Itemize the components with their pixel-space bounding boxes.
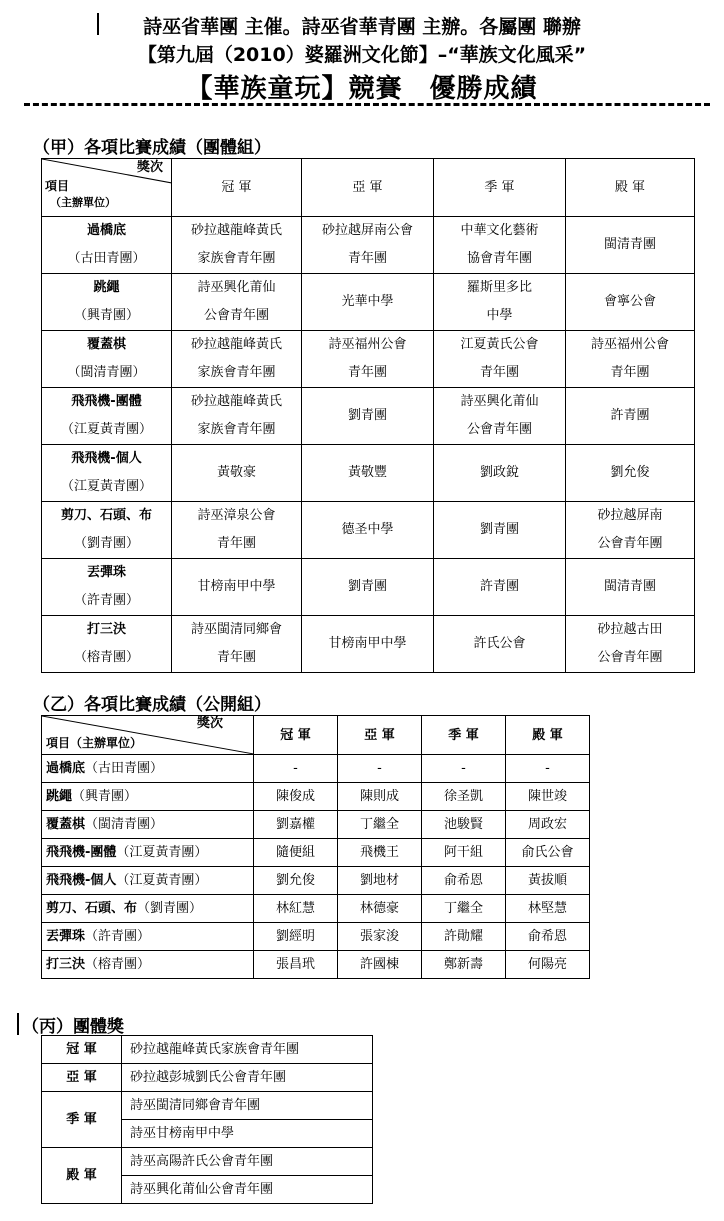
result-cell: 俞希恩: [422, 867, 506, 895]
item-name: 飛飛機-團體: [71, 394, 142, 409]
result-cell: 黃拔順: [506, 867, 590, 895]
result-line: 詩巫興化莆仙: [460, 394, 539, 409]
table-row: [42, 867, 590, 895]
result-cell: 周政宏: [506, 811, 590, 839]
result-cell: 劉經明: [254, 923, 338, 951]
table-row: [42, 274, 695, 331]
item-name: 剪刀、石頭、布: [60, 508, 152, 523]
item-host: （江夏黃青團）: [116, 873, 208, 888]
column-header: 季 軍: [422, 716, 506, 755]
table-header-row: [42, 159, 695, 217]
table-row: [42, 502, 695, 559]
item-name: 跳繩: [46, 789, 73, 804]
result-cell: [302, 217, 434, 274]
table-row: [42, 783, 590, 811]
result-cell: [566, 217, 695, 274]
item-name: 剪刀、石頭、布: [46, 901, 138, 916]
team-name-cell: 詩巫閩清同鄉會青年團: [122, 1092, 373, 1120]
page-title: 【華族童玩】競賽 優勝成績: [186, 74, 538, 104]
table-row: [42, 1092, 373, 1120]
item-name: 跳繩: [93, 280, 120, 295]
result-cell: [302, 445, 434, 502]
result-cell: -: [254, 755, 338, 783]
item-host: （興青團）: [72, 789, 138, 804]
item-host: （江夏黃青團）: [116, 845, 208, 860]
result-line: 劉政銳: [479, 465, 519, 480]
item-host: （劉青團）: [137, 901, 203, 916]
result-line: 青年團: [216, 650, 256, 665]
result-cell: [566, 331, 695, 388]
award-cell: 季 軍: [42, 1092, 122, 1148]
result-cell: [172, 559, 302, 616]
team-name-cell: 詩巫高陽許氏公會青年團: [122, 1148, 373, 1176]
result-cell: [172, 217, 302, 274]
award-cell: 冠 軍: [42, 1036, 122, 1064]
result-cell: 陳俊成: [254, 783, 338, 811]
result-line: 黃敬豐: [347, 465, 387, 480]
item-name: 覆蓋棋: [86, 337, 126, 352]
result-cell: 隨便組: [254, 839, 338, 867]
result-cell: 林紅慧: [254, 895, 338, 923]
result-line: 劉青團: [347, 579, 387, 594]
result-cell: [172, 388, 302, 445]
item-host: （閩清青團）: [67, 365, 146, 380]
result-cell: 鄭新壽: [422, 951, 506, 979]
item-host: （榕青團）: [73, 650, 139, 665]
column-header: 殿 軍: [506, 716, 590, 755]
result-line: 羅斯里多比: [466, 280, 532, 295]
table-row: [42, 559, 695, 616]
result-line: 青年團: [347, 251, 387, 266]
table-team-awards: [41, 1035, 373, 1204]
result-line: 光華中學: [341, 294, 394, 309]
corner-item-label: 項目: [45, 179, 70, 193]
result-line: 家族會青年團: [197, 422, 276, 437]
result-line: 劉青團: [347, 408, 387, 423]
item-cell: [42, 783, 254, 811]
table-row: [42, 951, 590, 979]
result-cell: [302, 274, 434, 331]
result-line: 公會青年團: [203, 308, 269, 323]
result-cell: 林德豪: [338, 895, 422, 923]
corner-award-label: 獎次: [136, 160, 163, 175]
team-name-cell: 詩巫興化莆仙公會青年團: [122, 1176, 373, 1204]
table-row: [42, 1148, 373, 1176]
result-line: 中華文化藝術: [460, 223, 539, 238]
result-cell: 許國棟: [338, 951, 422, 979]
result-line: 家族會青年團: [197, 251, 276, 266]
result-cell: [566, 616, 695, 673]
result-cell: [434, 616, 566, 673]
result-line: 詩巫興化莆仙: [197, 280, 276, 295]
result-cell: [172, 445, 302, 502]
result-cell: 何陽亮: [506, 951, 590, 979]
item-cell: [42, 388, 172, 445]
item-host: （劉青團）: [73, 536, 139, 551]
result-line: 江夏黃氏公會: [460, 337, 539, 352]
result-cell: 俞氏公會: [506, 839, 590, 867]
result-cell: 俞希恩: [506, 923, 590, 951]
result-line: 許青團: [610, 408, 650, 423]
result-line: 德圣中學: [341, 522, 394, 537]
result-cell: 陳則成: [338, 783, 422, 811]
result-cell: [172, 274, 302, 331]
result-line: 甘榜南甲中學: [328, 636, 407, 651]
corner-header-cell: [42, 159, 172, 217]
result-cell: [434, 559, 566, 616]
result-cell: 徐圣凱: [422, 783, 506, 811]
result-line: 許氏公會: [473, 636, 526, 651]
result-line: 詩巫閩清同鄉會: [190, 622, 282, 637]
result-cell: [302, 502, 434, 559]
item-cell: [42, 755, 254, 783]
item-cell: [42, 331, 172, 388]
result-line: 青年團: [347, 365, 387, 380]
column-header: 冠 軍: [172, 159, 302, 217]
award-cell: 亞 軍: [42, 1064, 122, 1092]
result-cell: [172, 616, 302, 673]
result-cell: [434, 331, 566, 388]
team-name-cell: 砂拉越彭城劉氏公會青年團: [122, 1064, 373, 1092]
result-cell: [434, 388, 566, 445]
result-line: 協會青年團: [466, 251, 532, 266]
award-cell: 殿 軍: [42, 1148, 122, 1204]
team-name-cell: 詩巫甘榜南甲中學: [122, 1120, 373, 1148]
result-line: 黃敬豪: [216, 465, 256, 480]
table-row: [42, 811, 590, 839]
corner-host-label: （主辦單位）: [50, 196, 116, 209]
result-line: 砂拉越龍峰黃氏: [190, 394, 282, 409]
result-cell: [434, 217, 566, 274]
result-cell: 飛機王: [338, 839, 422, 867]
corner-header-cell: [42, 716, 254, 755]
table-row: [42, 217, 695, 274]
item-name: 飛飛機-個人: [46, 873, 117, 888]
result-line: 詩巫漳泉公會: [197, 508, 276, 523]
result-line: 砂拉越屏南公會: [321, 223, 413, 238]
result-cell: [566, 502, 695, 559]
result-cell: [172, 502, 302, 559]
result-cell: 林堅慧: [506, 895, 590, 923]
result-line: 公會青年團: [597, 536, 663, 551]
item-cell: [42, 867, 254, 895]
item-cell: [42, 951, 254, 979]
result-line: 閩清青團: [603, 237, 656, 252]
corner-item-label: 項目（主辦單位）: [46, 736, 143, 750]
result-line: 詩巫福州公會: [328, 337, 407, 352]
result-line: 閩清青團: [603, 579, 656, 594]
item-name: 過橋底: [86, 223, 126, 238]
item-host: （許青團）: [85, 929, 151, 944]
table-group-results: [41, 158, 695, 673]
item-name: 打三決: [86, 622, 126, 637]
item-host: （江夏黃青團）: [60, 479, 152, 494]
result-line: 砂拉越古田: [597, 622, 663, 637]
corner-award-label: 獎次: [196, 716, 223, 731]
result-cell: 阿干組: [422, 839, 506, 867]
result-cell: 張昌玳: [254, 951, 338, 979]
result-cell: [302, 616, 434, 673]
result-cell: [434, 274, 566, 331]
item-cell: [42, 502, 172, 559]
item-name: 丟彈珠: [46, 929, 86, 944]
table-row: [42, 1064, 373, 1092]
result-cell: -: [338, 755, 422, 783]
item-cell: [42, 274, 172, 331]
column-header: 殿 軍: [566, 159, 695, 217]
result-line: 許青團: [479, 579, 519, 594]
result-line: 甘榜南甲中學: [197, 579, 276, 594]
header-event: 【第九屆（2010）婆羅洲文化節】–“華族文化風采”: [137, 44, 587, 66]
item-cell: [42, 811, 254, 839]
column-header: 季 軍: [434, 159, 566, 217]
item-cell: [42, 559, 172, 616]
result-line: 中學: [486, 308, 513, 323]
result-line: 青年團: [216, 536, 256, 551]
result-cell: 劉允俊: [254, 867, 338, 895]
result-cell: [566, 388, 695, 445]
item-host: （古田青團）: [67, 251, 146, 266]
item-name: 打三決: [46, 957, 86, 972]
table-row: [42, 895, 590, 923]
result-cell: 張家浚: [338, 923, 422, 951]
table-row: [42, 445, 695, 502]
result-cell: 劉地材: [338, 867, 422, 895]
result-line: 會寧公會: [603, 294, 656, 309]
table-open-results: [41, 715, 590, 979]
item-name: 飛飛機-團體: [46, 845, 117, 860]
item-name: 丟彈珠: [86, 565, 126, 580]
result-cell: -: [422, 755, 506, 783]
result-line: 青年團: [479, 365, 519, 380]
table-row: [42, 331, 695, 388]
item-cell: [42, 616, 172, 673]
result-cell: [302, 388, 434, 445]
result-line: 砂拉越屏南: [597, 508, 663, 523]
section-a-title: （甲）各項比賽成績（團體組）: [33, 138, 271, 158]
result-cell: [434, 502, 566, 559]
column-header: 冠 軍: [254, 716, 338, 755]
item-cell: [42, 445, 172, 502]
section-c-title: （丙）團體獎: [22, 1017, 124, 1037]
result-cell: 丁繼全: [338, 811, 422, 839]
table-row: [42, 388, 695, 445]
item-host: （榕青團）: [85, 957, 151, 972]
result-cell: [172, 331, 302, 388]
result-cell: 陳世竣: [506, 783, 590, 811]
item-cell: [42, 923, 254, 951]
team-name-cell: 砂拉越龍峰黃氏家族會青年團: [122, 1036, 373, 1064]
result-line: 家族會青年團: [197, 365, 276, 380]
table-row: [42, 839, 590, 867]
column-header: 亞 軍: [338, 716, 422, 755]
result-line: 砂拉越龍峰黃氏: [190, 337, 282, 352]
result-cell: 丁繼全: [422, 895, 506, 923]
item-host: （興青團）: [73, 308, 139, 323]
result-line: 公會青年團: [597, 650, 663, 665]
header-organizers: 詩巫省華團 主催。詩巫省華青團 主辦。各屬團 聯辦: [143, 16, 581, 38]
item-name: 過橋底: [46, 761, 86, 776]
result-cell: [302, 559, 434, 616]
result-line: 劉青團: [479, 522, 519, 537]
result-cell: [302, 331, 434, 388]
table-row: [42, 1036, 373, 1064]
section-b-title: （乙）各項比賽成績（公開組）: [33, 695, 271, 715]
text-cursor: [17, 1013, 19, 1035]
result-cell: [566, 559, 695, 616]
result-cell: 池駿賢: [422, 811, 506, 839]
item-host: （許青團）: [73, 593, 139, 608]
item-name: 飛飛機-個人: [71, 451, 142, 466]
column-header: 亞 軍: [302, 159, 434, 217]
result-cell: -: [506, 755, 590, 783]
item-host: （閩清青團）: [85, 817, 164, 832]
table-row: [42, 616, 695, 673]
item-cell: [42, 217, 172, 274]
result-line: 詩巫福州公會: [590, 337, 669, 352]
table-header-row: [42, 716, 590, 755]
result-cell: [566, 274, 695, 331]
result-line: 劉允俊: [610, 465, 650, 480]
result-line: 砂拉越龍峰黃氏: [190, 223, 282, 238]
result-cell: 許勛耀: [422, 923, 506, 951]
item-host: （古田青團）: [85, 761, 164, 776]
result-cell: 劉嘉權: [254, 811, 338, 839]
result-line: 青年團: [610, 365, 650, 380]
dashed-divider: [24, 103, 710, 106]
result-cell: [566, 445, 695, 502]
table-row: [42, 755, 590, 783]
item-cell: [42, 895, 254, 923]
item-name: 覆蓋棋: [46, 817, 86, 832]
result-line: 公會青年團: [466, 422, 532, 437]
item-cell: [42, 839, 254, 867]
item-host: （江夏黃青團）: [60, 422, 152, 437]
result-cell: [434, 445, 566, 502]
table-row: [42, 923, 590, 951]
